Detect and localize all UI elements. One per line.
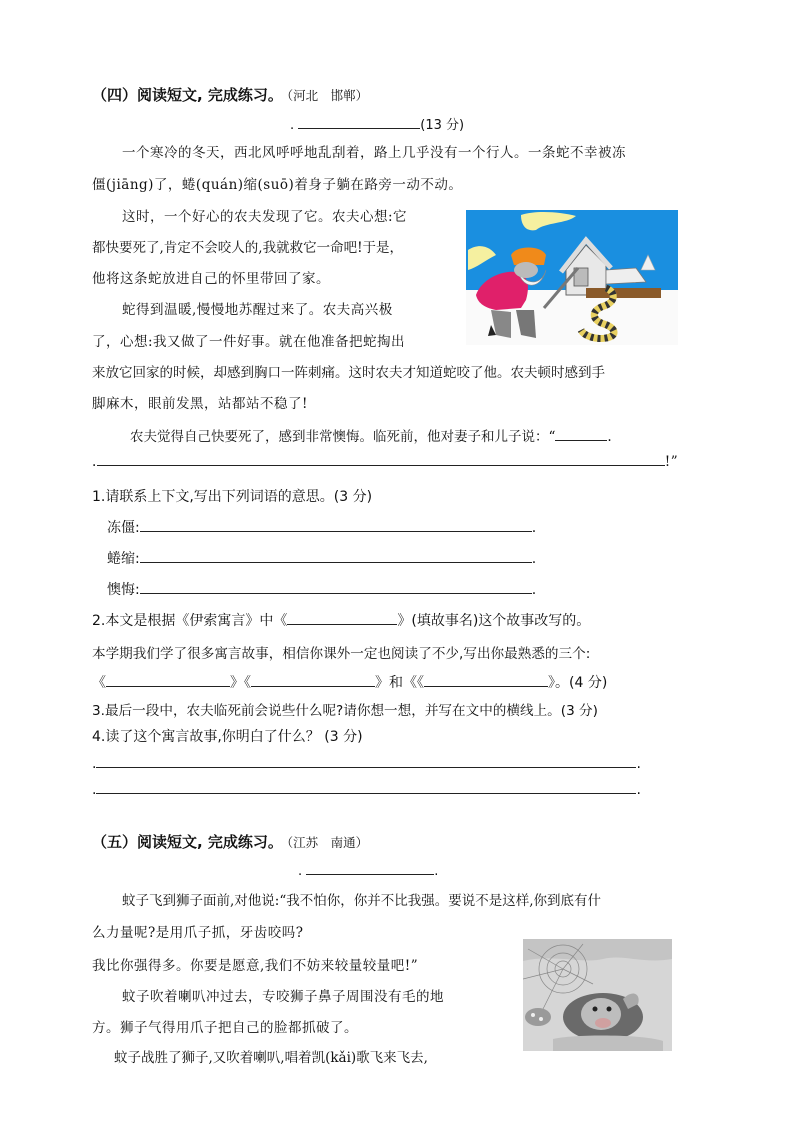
dot: .	[92, 782, 97, 798]
quote-answer-row-2	[92, 451, 678, 470]
lion-mosquito-image	[523, 939, 672, 1051]
q2-score: 》。(4 分)	[548, 675, 608, 691]
q1-word: 懊悔:	[107, 582, 140, 598]
section4-score: (13 分)	[420, 118, 465, 133]
bracket: 《	[92, 675, 106, 691]
q1-answer-line[interactable]	[140, 517, 532, 532]
period: .	[636, 782, 641, 798]
question-2-answers-row	[92, 672, 607, 692]
passage-line: 都快要死了,肯定不会咬人的,我就救它一命吧!于是，	[92, 240, 404, 256]
passage-line: 我比你强得多。你要是愿意,我们不妨来较量较量吧!”	[92, 958, 419, 974]
period: .	[636, 756, 641, 772]
section5-title-row	[92, 831, 368, 852]
question-2-row	[92, 610, 590, 630]
passage-line: 么力量呢?是用爪子抓，牙齿咬吗?	[92, 925, 304, 941]
question-3: 3.最后一段中，农夫临死前会说些什么呢?请你想一想，并写在文中的横线上。(3 分)	[92, 703, 598, 719]
q2-story-line[interactable]	[287, 610, 397, 625]
q4-answer-row	[92, 779, 641, 798]
section4-title: （四）阅读短文, 完成练习。	[92, 86, 283, 104]
dot: .	[92, 756, 97, 772]
passage-line: 脚麻木，眼前发黑，站都站不稳了!	[92, 396, 308, 412]
dot: .	[290, 118, 295, 133]
q2-fav-line-1[interactable]	[106, 672, 230, 687]
q1-word: 冻僵:	[107, 520, 140, 536]
section5-title-answer-line[interactable]	[306, 860, 434, 875]
passage-line: 方。狮子气得用爪子把自己的脸都抓破了。	[92, 1020, 358, 1036]
period: .	[434, 864, 439, 879]
q1-answer-line[interactable]	[140, 548, 532, 563]
quote-answer-line-2[interactable]	[97, 451, 665, 466]
passage-line: 他将这条蛇放进自己的怀里带回了家。	[92, 271, 330, 287]
bracket: 》《	[230, 675, 251, 691]
q1-answer-line[interactable]	[140, 579, 532, 594]
section4-region: （河北 邯郸）	[286, 88, 369, 103]
q1-word-row	[107, 579, 536, 599]
question-2-text-end: 》(填故事名)这个故事改写的。	[397, 613, 591, 629]
section5-title-answer-row	[298, 860, 438, 879]
quote-answer-line-1[interactable]	[555, 426, 607, 441]
q4-answer-line-2[interactable]	[96, 779, 636, 794]
q4-answer-row	[92, 753, 641, 772]
passage-line: 僵(jiāng)了，蜷(quán)缩(suō)着身子躺在路旁一动不动。	[92, 177, 463, 193]
passage-quote-row	[130, 425, 612, 445]
farmer-snake-image	[466, 210, 678, 345]
period: .	[531, 582, 537, 598]
passage-line: 农夫觉得自己快要死了，感到非常懊悔。临死前，他对妻子和儿子说：“	[130, 429, 556, 445]
passage-line: 了，心想:我又做了一件好事。就在他准备把蛇掏出	[92, 334, 406, 350]
period: .	[531, 551, 537, 567]
passage-line: 蚊子飞到狮子面前,对他说:“我不怕你，你并不比我强。要说不是这样,你到底有什	[122, 893, 602, 909]
period: .	[607, 429, 612, 445]
question-2-prompt: 本学期我们学了很多寓言故事，相信你课外一定也阅读了不少,写出你最熟悉的三个:	[92, 646, 591, 662]
passage-line: 蛇得到温暖,慢慢地苏醒过来了。农夫高兴极	[122, 302, 393, 318]
q4-answer-line-1[interactable]	[96, 753, 636, 768]
q1-word-row	[107, 517, 536, 537]
farmer-snake-illustration	[466, 210, 678, 345]
passage-line: 蚊子战胜了狮子,又吹着喇叭,唱着凯(kǎi)歌飞来飞去,	[114, 1050, 428, 1066]
passage-line: 这时，一个好心的农夫发现了它。农夫心想:它	[122, 209, 408, 225]
dot: .	[298, 864, 303, 879]
bracket: 》和《《	[375, 675, 424, 691]
q2-fav-line-3[interactable]	[424, 672, 548, 687]
section4-title-row	[92, 84, 368, 105]
lion-mosquito-illustration	[523, 939, 672, 1051]
question-4: 4.读了这个寓言故事,你明白了什么？ (3 分)	[92, 729, 363, 745]
quote-end: !”	[664, 454, 679, 470]
passage-line: 来放它回家的时候，却感到胸口一阵刺痛。这时农夫才知道蛇咬了他。农夫顿时感到手	[92, 365, 605, 381]
section5-region: （江苏 南通）	[286, 835, 369, 850]
q1-word: 蜷缩:	[107, 551, 140, 567]
question-1: 1.请联系上下文,写出下列词语的意思。(3 分)	[92, 489, 373, 505]
passage-line: 蚊子吹着喇叭冲过去，专咬狮子鼻子周围没有毛的地	[122, 989, 444, 1005]
title-answer-line[interactable]	[298, 114, 420, 129]
q2-fav-line-2[interactable]	[251, 672, 375, 687]
dot: .	[92, 454, 97, 470]
q1-word-row	[107, 548, 536, 568]
section4-title-answer-row	[290, 114, 464, 133]
period: .	[531, 520, 537, 536]
section5-title: （五）阅读短文, 完成练习。	[92, 833, 283, 851]
passage-line: 一个寒冷的冬天，西北风呼呼地乱刮着，路上几乎没有一个行人。一条蛇不幸被冻	[122, 145, 626, 161]
question-2-text: 2.本文是根据《伊索寓言》中《	[92, 613, 288, 629]
